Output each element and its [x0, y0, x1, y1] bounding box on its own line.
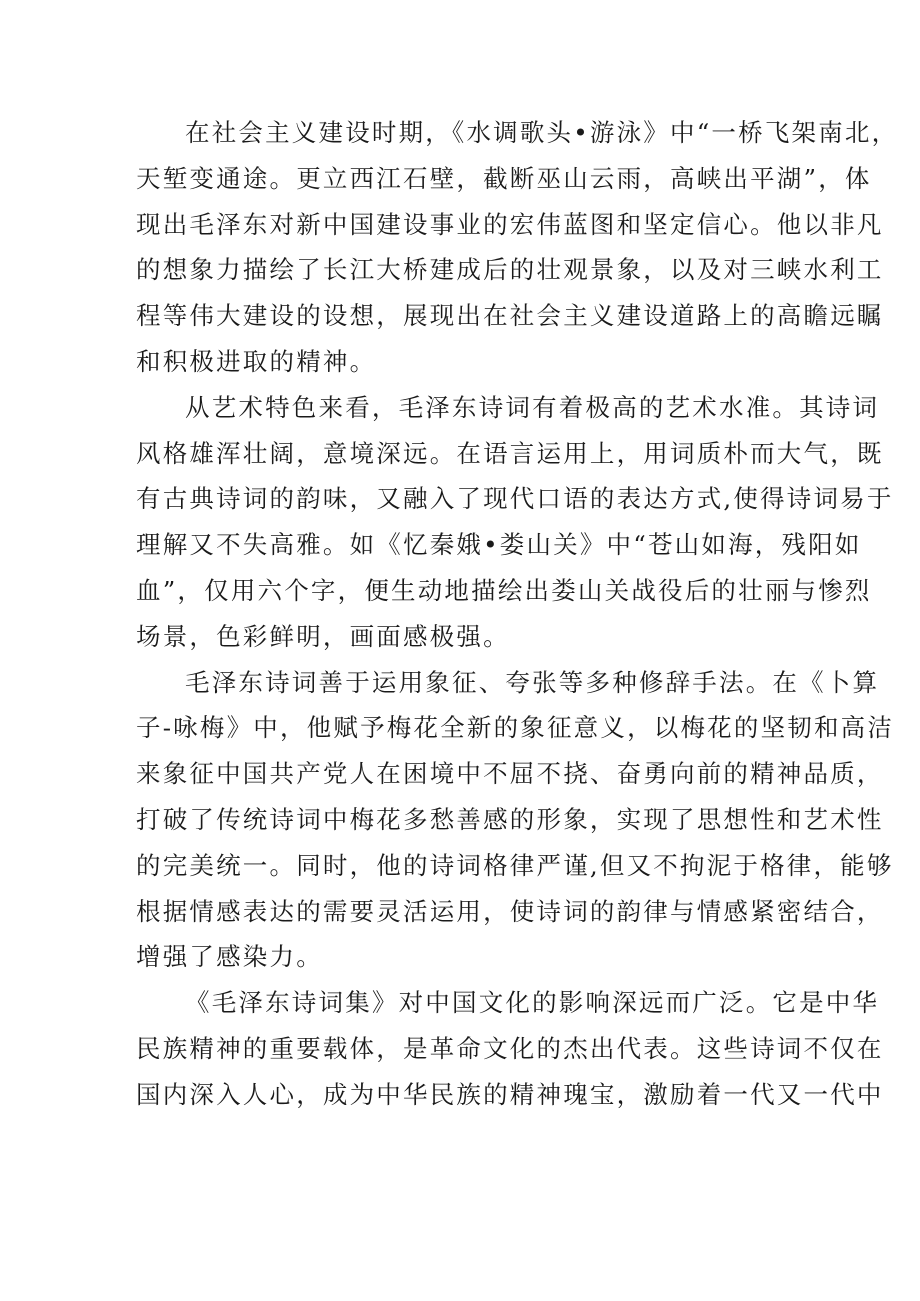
- text-line: 打破了传统诗词中梅花多愁善感的形象，实现了思想性和艺术性: [136, 804, 884, 834]
- paragraph: [136, 385, 894, 660]
- text-line: 现出毛泽东对新中国建设事业的宏伟蓝图和坚定信心。他以非凡: [136, 209, 884, 239]
- text-line: 的想象力描绘了长江大桥建成后的壮观景象，以及对三峡水利工: [136, 255, 884, 285]
- paragraph: [136, 110, 899, 385]
- text-line: 有古典诗词的韵味，又融入了现代口语的表达方式,使得诗词易于: [136, 484, 894, 514]
- text-line: 根据情感表达的需要灵活运用，使诗词的韵律与情感紧密结合，: [136, 896, 884, 926]
- paragraph: [136, 980, 884, 1117]
- text-line: 增强了感染力。: [136, 942, 323, 972]
- text-line: 风格雄浑壮阔，意境深远。在语言运用上，用词质朴而大气，既: [136, 438, 884, 468]
- text-line: 毛泽东诗词善于运用象征、夸张等多种修辞手法。在《卜算: [185, 667, 880, 697]
- text-line: 程等伟大建设的设想，展现出在社会主义建设道路上的高瞻远瞩: [136, 301, 884, 331]
- paragraph: [136, 660, 895, 981]
- text-line: 国内深入人心，成为中华民族的精神瑰宝，激励着一代又一代中: [136, 1079, 884, 1109]
- text-line: 血”，仅用六个字，便生动地描绘出娄山关战役后的壮丽与惨烈: [136, 575, 872, 605]
- text-line: 从艺术特色来看，毛泽东诗词有着极高的艺术水准。其诗词: [185, 392, 880, 422]
- text-line: 《毛泽东诗词集》对中国文化的影响深远而广泛。它是中华: [185, 988, 880, 1018]
- text-line: 天堑变通途。更立西江石壁，截断巫山云雨，高峡出平湖”，体: [136, 163, 872, 193]
- text-line: 的完美统一。同时，他的诗词格律严谨,但又不拘泥于格律，能够: [136, 850, 894, 880]
- text-line: 子-咏梅》中，他赋予梅花全新的象征意义，以梅花的坚韧和高洁: [136, 713, 895, 743]
- text-line: 和积极进取的精神。: [136, 346, 377, 376]
- text-line: 理解又不失高雅。如《忆秦娥•娄山关》中“苍山如海，残阳如: [136, 530, 862, 560]
- text-line: 民族精神的重要载体，是革命文化的杰出代表。这些诗词不仅在: [136, 1033, 884, 1063]
- text-line: 场景，色彩鲜明，画面感极强。: [136, 621, 510, 651]
- text-line: 在社会主义建设时期，《水调歌头•游泳》中“一桥飞架南北，: [185, 118, 899, 147]
- text-line: 来象征中国共产党人在困境中不屈不挠、奋勇向前的精神品质，: [136, 759, 884, 789]
- document-body: [136, 110, 899, 1118]
